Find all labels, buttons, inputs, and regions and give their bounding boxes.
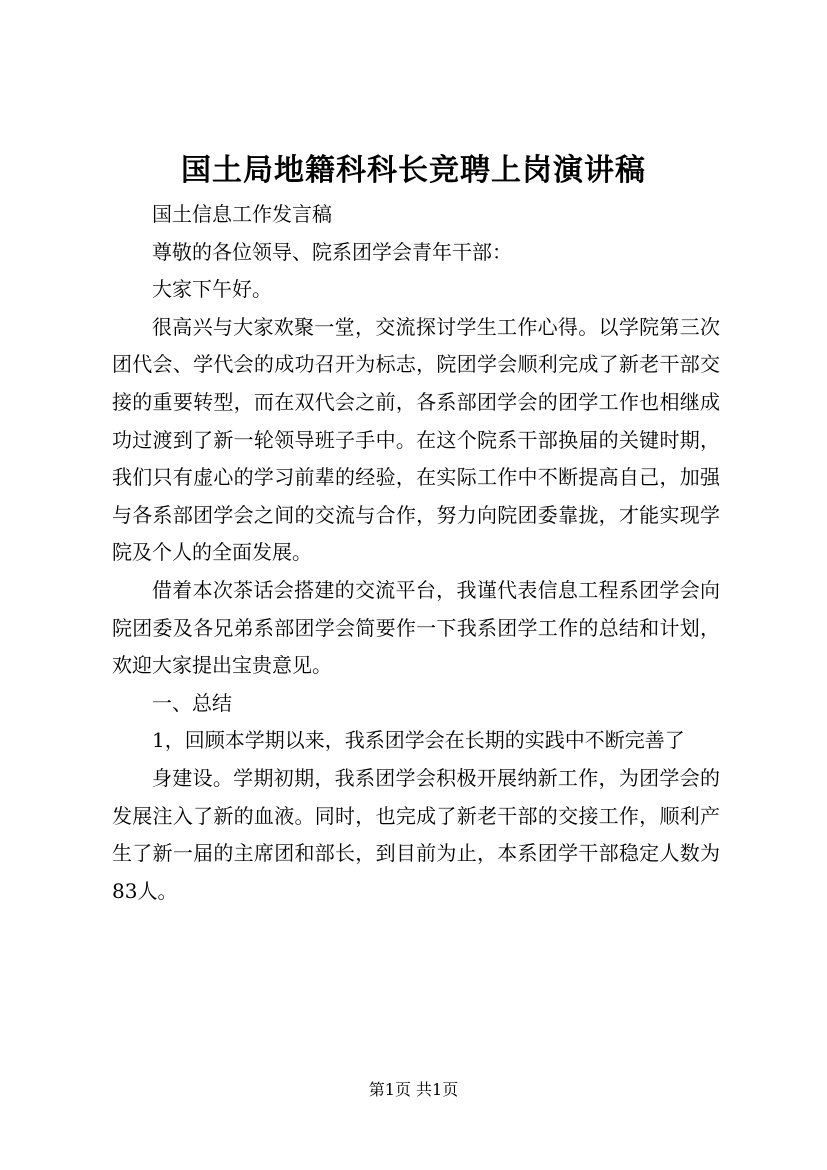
page-number-footer: 第1页 共1页 [368,1080,459,1099]
paragraph-purpose: 借着本次茶话会搭建的交流平台，我谨代表信息工程系团学会向院团委及各兄弟系部团学会简要作一下我系团学工作的总结和计划，欢迎大家提出宝贵意见。 [112,577,720,678]
paragraph-subtitle: 国土信息工作发言稿 [152,202,332,226]
paragraph-item-1: 1，回顾本学期以来，我系团学会在长期的实践中不断完善了 [152,728,685,753]
document-body [112,196,720,910]
paragraph-salutation: 尊敬的各位领导、院系团学会青年干部： [152,239,512,264]
section-heading-summary: 一、总结 [152,690,232,715]
document-title: 国土局地籍科科长竞聘上岗演讲稿 [181,153,646,188]
paragraph-greeting: 大家下午好。 [152,277,272,302]
paragraph-item-1-continued: 身建设。学期初期，我系团学会积极开展纳新工作，为团学会的发展注入了新的血液。同时，也完成了新老干部的交接工作，顺利产生了新一届的主席团和部长，到目前为止，本系团学干部稳定人数为83人。 [112,765,720,903]
paragraph-intro: 很高兴与大家欢聚一堂，交流探讨学生工作心得。以学院第三次团代会、学代会的成功召开为标志，院团学会顺利完成了新老干部交接的重要转型，而在双代会之前，各系部团学会的团学工作也相继成功过渡到了新一轮领导班子手中。在这个院系干部换届的关键时期，我们只有虚心的学习前辈的经验，在实际工作中不断提高自己，加强与各系部团学会之间的交流与合作，努力向院团委靠拢，才能实现学院及个人的全面发展。 [112,314,720,565]
